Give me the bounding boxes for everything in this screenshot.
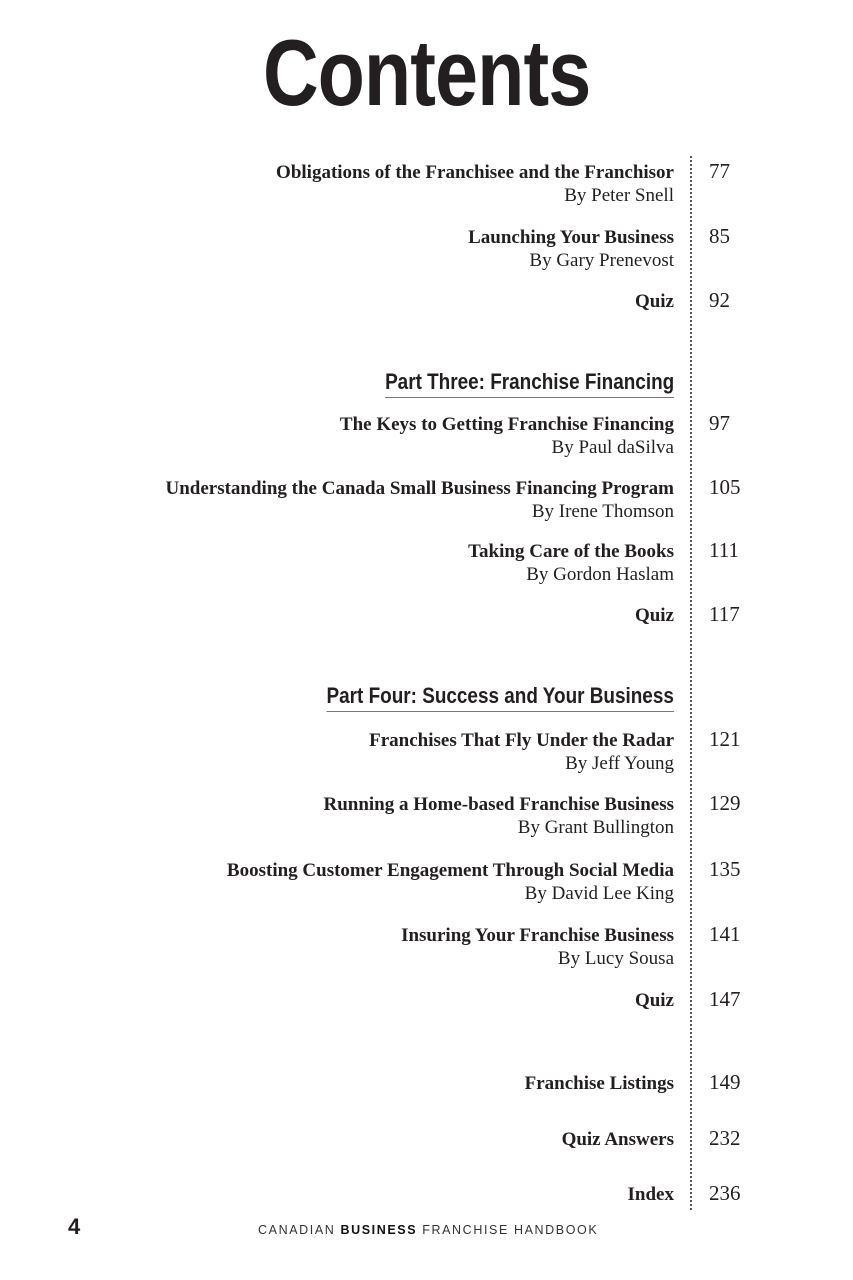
entry-author: By Peter Snell	[564, 185, 674, 206]
entry-page-number: 141	[709, 922, 741, 946]
entry-title: Quiz	[634, 605, 674, 626]
entry-title: Quiz	[634, 990, 674, 1011]
section-heading: Part Four: Success and Your Business	[327, 682, 674, 712]
entry-page-number: 129	[709, 791, 741, 815]
entry-title: Insuring Your Franchise Business	[401, 925, 674, 946]
toc-entry[interactable]	[276, 161, 674, 207]
toc-entry[interactable]	[468, 540, 674, 586]
entry-page-number: 77	[709, 159, 730, 183]
entry-title: Franchise Listings	[524, 1073, 674, 1094]
toc-entry[interactable]	[340, 413, 674, 459]
entry-author: By Jeff Young	[565, 753, 674, 774]
toc-entry[interactable]	[628, 1183, 674, 1206]
entry-page-number: 105	[709, 475, 741, 499]
toc-entry[interactable]	[635, 989, 674, 1012]
entry-author: By Lucy Sousa	[557, 948, 674, 969]
entry-page-number: 97	[709, 411, 730, 435]
running-footer: CANADIAN BUSINESS FRANCHISE HANDBOOK	[258, 1223, 599, 1237]
toc-entry[interactable]	[323, 793, 674, 839]
toc-entry[interactable]	[635, 604, 674, 627]
toc-entry[interactable]	[635, 290, 674, 313]
entry-page-number: 135	[709, 857, 741, 881]
entry-author: By Gordon Haslam	[526, 564, 674, 585]
entry-title: Launching Your Business	[468, 227, 674, 248]
entry-title: Taking Care of the Books	[468, 541, 674, 562]
entry-author: By Paul daSilva	[551, 437, 674, 458]
toc-entry[interactable]	[369, 729, 674, 775]
entry-title: Running a Home-based Franchise Business	[323, 794, 674, 815]
section-heading: Part Three: Franchise Financing	[385, 368, 674, 398]
entry-author: By Gary Prenevost	[529, 250, 674, 271]
entry-title: Boosting Customer Engagement Through Social Media	[226, 860, 674, 881]
entry-title: The Keys to Getting Franchise Financing	[339, 414, 674, 435]
entry-page-number: 111	[709, 538, 739, 562]
entry-title: Quiz Answers	[561, 1129, 674, 1150]
page-title: Contents	[262, 20, 591, 125]
entry-page-number: 92	[709, 288, 730, 312]
entry-title: Understanding the Canada Small Business Financing Program	[165, 478, 674, 499]
entry-author: By David Lee King	[524, 883, 674, 904]
entry-page-number: 232	[709, 1126, 741, 1150]
entry-page-number: 121	[709, 727, 741, 751]
entry-page-number: 236	[709, 1181, 741, 1205]
entry-page-number: 117	[709, 602, 740, 626]
entry-title: Obligations of the Franchisee and the Franchisor	[276, 162, 674, 183]
toc-entry[interactable]	[468, 226, 674, 272]
toc-entry[interactable]	[165, 477, 674, 523]
entry-author: By Grant Bullington	[517, 817, 674, 838]
entry-page-number: 149	[709, 1070, 741, 1094]
toc-entry[interactable]	[401, 924, 674, 970]
entry-title: Index	[627, 1184, 674, 1205]
entry-title: Quiz	[634, 291, 674, 312]
entry-page-number: 85	[709, 224, 730, 248]
entry-title: Franchises That Fly Under the Radar	[369, 730, 674, 751]
dotted-divider	[690, 156, 692, 1210]
toc-entry[interactable]	[227, 859, 674, 905]
page-number: 4	[68, 1214, 81, 1239]
entry-author: By Irene Thomson	[531, 501, 674, 522]
toc-entry[interactable]	[562, 1128, 674, 1151]
toc-entry[interactable]	[525, 1072, 674, 1095]
entry-page-number: 147	[709, 987, 741, 1011]
